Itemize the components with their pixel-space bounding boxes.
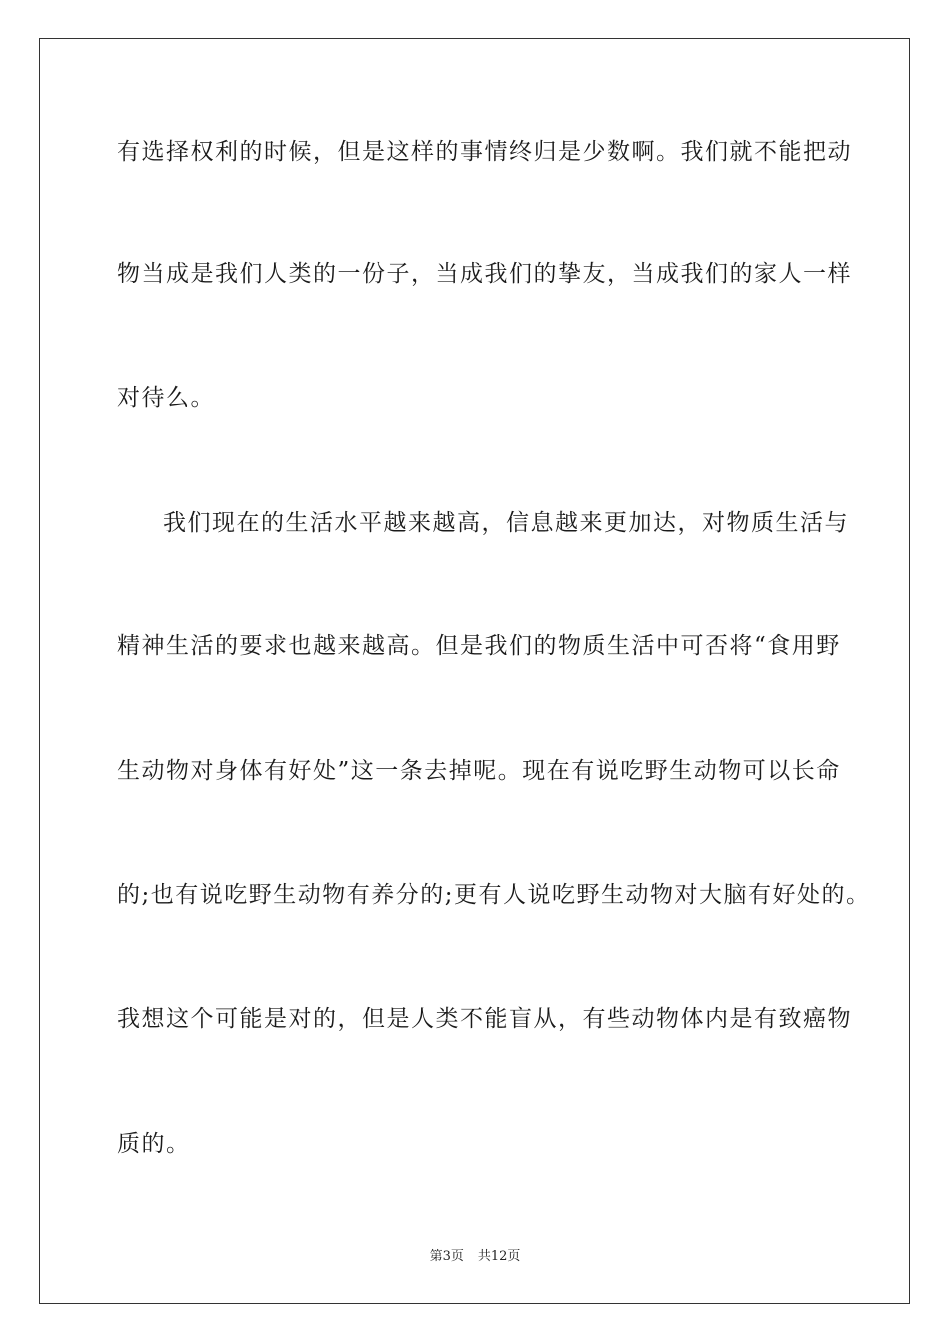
paragraph-line: 的;也有说吃野生动物有养分的;更有人说吃野生动物对大脑有好处的。 <box>117 882 871 908</box>
paragraph-line: 有选择权利的时候，但是这样的事情终归是少数啊。我们就不能把动 <box>117 139 852 165</box>
page-footer <box>0 1248 950 1266</box>
page-border <box>39 38 910 1304</box>
paragraph-line: 质的。 <box>117 1131 191 1157</box>
paragraph-line: 我们现在的生活水平越来越高，信息越来更加达，对物质生活与 <box>163 510 849 536</box>
page-number-total: 共12页 <box>477 1249 521 1264</box>
page-number-current: 第3页 <box>429 1249 464 1264</box>
paragraph-line: 对待么。 <box>117 385 215 411</box>
paragraph-line: 精神生活的要求也越来越高。但是我们的物质生活中可否将“食用野 <box>117 633 841 659</box>
paragraph-line: 生动物对身体有好处”这一条去掉呢。现在有说吃野生动物可以长命 <box>117 758 841 784</box>
paragraph-line: 物当成是我们人类的一份子，当成我们的挚友，当成我们的家人一样 <box>117 261 852 287</box>
paragraph-line: 我想这个可能是对的，但是人类不能盲从，有些动物体内是有致癌物 <box>117 1006 852 1032</box>
